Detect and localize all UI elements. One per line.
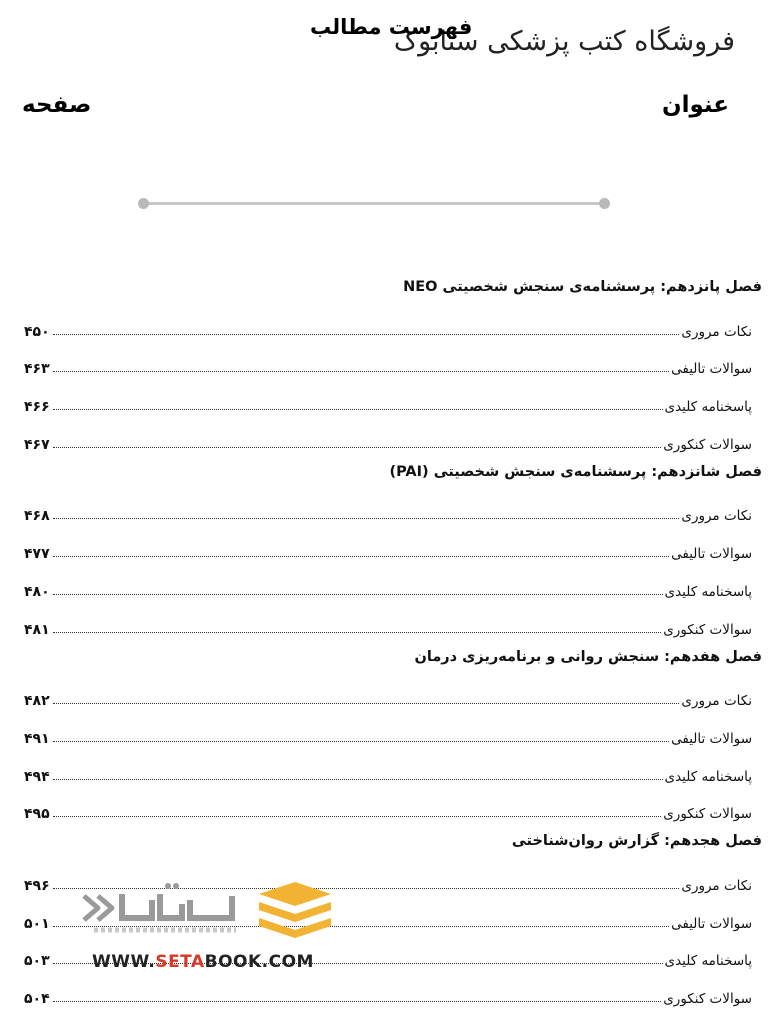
entry-label: سوالات کنکوری (663, 806, 752, 823)
toc-entry[interactable] (24, 419, 762, 457)
page-number: ۴۸۲ (24, 693, 50, 710)
entry-label: سوالات تالیفی (671, 730, 752, 747)
book-logo-icon (255, 880, 335, 938)
dot-leader (53, 1000, 662, 1002)
page-number: ۴۶۷ (24, 436, 50, 453)
toc-title: فهرست مطالب (310, 15, 473, 39)
page-number: ۵۰۱ (24, 915, 50, 932)
dot-leader (53, 740, 669, 742)
chapter-heading: فصل پانزدهم: پرسشنامه‌ی سنجش شخصیتی NEO (403, 279, 762, 295)
dot-leader (53, 593, 663, 595)
watermark-url[interactable]: WWW.SETABOOK.COM (92, 952, 314, 972)
entry-label: سوالات کنکوری (663, 991, 752, 1007)
page-number: ۴۹۶ (24, 877, 50, 894)
dot-leader (53, 631, 662, 633)
dot-leader (53, 555, 669, 557)
column-header-page: صفحه (22, 92, 92, 118)
chapter-heading: فصل شانزدهم: پرسشنامه‌ی سنجش شخصیتی (PAI) (389, 463, 762, 480)
toc-entry[interactable] (24, 381, 762, 419)
page-number: ۴۶۳ (24, 361, 50, 378)
toc-entry[interactable] (24, 604, 762, 642)
page-number: ۴۹۵ (24, 806, 50, 823)
entry-label: سوالات کنکوری (663, 436, 752, 453)
entry-label: سوالات کنکوری (663, 621, 752, 638)
toc-entry[interactable] (24, 973, 762, 1011)
entry-label: پاسخنامه کلیدی (664, 768, 752, 785)
page-number: ۵۰۴ (24, 991, 50, 1007)
entry-label: نکات مروری (681, 877, 752, 894)
page-number: ۴۶۶ (24, 399, 50, 416)
entry-label: پاسخنامه کلیدی (664, 583, 752, 600)
entry-label: سوالات تالیفی (671, 361, 752, 378)
dot-leader (53, 778, 663, 780)
toc-entry[interactable] (24, 566, 762, 604)
chapter-heading: فصل هجدهم: گزارش روان‌شناختی (511, 833, 762, 850)
entry-label: نکات مروری (681, 693, 752, 710)
entry-label: سوالات تالیفی (671, 915, 752, 932)
toc-entry[interactable] (24, 491, 762, 529)
dot-leader (53, 333, 680, 335)
dot-leader (53, 702, 680, 704)
column-header-title: عنوان (661, 92, 729, 118)
dot-leader (53, 370, 669, 372)
brand-wordmark (80, 878, 250, 938)
page-number: ۴۵۰ (24, 323, 50, 340)
dot-leader (53, 446, 662, 448)
dot-leader (53, 517, 680, 519)
toc-entry[interactable] (24, 789, 762, 827)
toc-entry[interactable] (24, 306, 762, 344)
dot-leader (53, 408, 663, 410)
entry-label: پاسخنامه کلیدی (664, 399, 752, 416)
dot-leader (53, 815, 662, 817)
entry-label: پاسخنامه کلیدی (664, 953, 752, 970)
page-number: ۴۶۸ (24, 508, 50, 525)
entry-label: نکات مروری (681, 323, 752, 340)
chapter-heading: فصل هفدهم: سنجش روانی و برنامه‌ریزی درمان (414, 648, 762, 665)
toc-entry[interactable] (24, 344, 762, 382)
page-number: ۴۹۱ (24, 730, 50, 747)
entry-label: سوالات تالیفی (671, 546, 752, 563)
toc-entry[interactable] (24, 751, 762, 789)
page-number: ۴۸۱ (24, 621, 50, 638)
page-number: ۴۷۷ (24, 546, 50, 563)
toc-entry[interactable] (24, 713, 762, 751)
ornamental-divider (143, 202, 605, 205)
page-number: ۴۸۰ (24, 583, 50, 600)
store-title: فروشگاه کتب پزشکی ستابوک (393, 26, 735, 57)
page-number: ۵۰۳ (24, 953, 50, 970)
page-number: ۴۹۴ (24, 768, 50, 785)
toc-entry[interactable] (24, 676, 762, 714)
toc-entry[interactable] (24, 528, 762, 566)
entry-label: نکات مروری (681, 508, 752, 525)
setabook-watermark (80, 878, 340, 978)
